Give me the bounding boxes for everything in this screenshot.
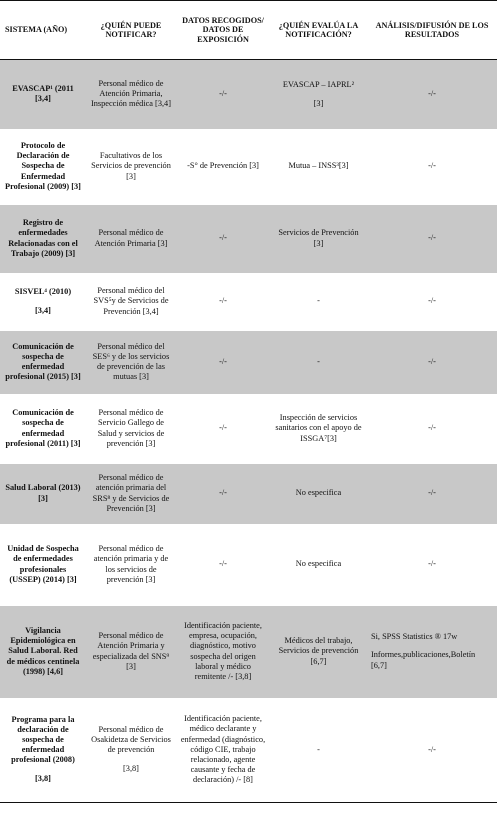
data-cell: -/- [219,89,227,99]
data-cell: -/- [219,423,227,433]
analysis-cell: -/- [428,356,436,366]
spacer [90,755,172,764]
spacer [274,90,363,99]
system-ref: [3,8] [35,774,51,784]
system-name: EVASCAP¹ (2011 [12,84,74,94]
table-row [0,524,497,606]
who-notifies-cell: Personal médico de Atención Primaria [3] [94,228,168,248]
table-row [0,60,497,129]
system-cell: Comunicación de sospecha de enfermedad profesional (2011) [3] [5,408,81,448]
analysis-cell: -/- [428,423,436,433]
analysis-cell: -/- [428,233,436,243]
who-notifies-cell: Personal médico del SVS⁵y de Servicios de Prevención [3,4] [93,286,169,316]
who-notifies-cell: Personal médico del SES⁶ y de los servicios de prevención de las mutuas [3] [92,341,170,382]
table-row [0,698,497,803]
who-notifies-cell [86,698,176,803]
table-row [0,464,497,524]
who-notifies-cell: Personal médico de Atención Primaria, Inspección médica [3,4] [91,79,171,109]
table-row [0,331,497,394]
system-cell [0,60,86,129]
evaluator-cell: Mutua – INSS³[3] [288,161,349,171]
system-ref: [3,4] [35,306,51,315]
who-notifies-cell: Personal médico de Servicio Gallego de Salud y servicios de prevención [3] [97,408,165,448]
data-cell: -/- [219,233,227,243]
who-notifies-ref: [3,8] [123,764,139,774]
table-row [0,606,497,698]
analysis-cell: -/- [428,559,436,569]
system-cell [0,273,86,331]
header-system: SISTEMA (AÑO) [5,25,68,35]
spacer [4,297,82,306]
evaluator-cell: - [317,744,320,754]
system-cell [0,698,86,803]
evaluator-cell: Médicos del trabajo, Servicios de prevención [6,7] [278,636,359,666]
analysis-cell: -/- [428,488,436,498]
data-cell: -/- [219,488,227,498]
table-header-row [0,1,497,60]
header-data: DATOS RECOGIDOS/ DATOS DE EXPOSICIÓN [182,15,264,44]
evaluator-ref: [3] [313,98,324,108]
evaluator-name: EVASCAP – IAPRL² [282,79,355,89]
who-notifies-cell: Facultativos de los Servicios de prevención [3] [91,151,171,181]
evaluator-cell: No especifica [295,559,342,569]
data-cell: -/- [219,296,227,306]
who-notifies-cell: Personal médico de Atención Primaria y especializada del SNS⁹ [3] [92,631,170,671]
system-cell: Comunicación de sospecha de enfermedad profesional (2015) [3] [5,341,81,382]
system-cell: Unidad de Sospecha de enfermedades profesionales (USSEP) (2014) [3] [7,544,79,584]
evaluator-cell: - [317,356,320,366]
evaluator-cell: - [317,296,320,306]
who-notifies-cell: Personal médico de atención primaria y de los servicios de prevención [3] [93,544,169,584]
evaluator-cell [270,60,367,129]
analysis-cell: -/- [428,89,436,99]
analysis-cell [367,606,497,698]
table-row [0,394,497,464]
analysis-cell: -/- [428,744,436,754]
evaluator-cell: Inspección de servicios sanitarios con el apoyo de ISSGA⁷[3] [275,413,362,443]
analysis-cell: -/- [428,161,436,171]
analysis-text: Si, SPSS Statistics ® 17w [371,632,458,642]
header-evaluator: ¿QUIÉN EVALÚA LA NOTIFICACIÓN? [278,20,359,39]
table-row [0,273,497,331]
evaluator-cell: Servicios de Prevención [3] [278,228,359,248]
analysis-text-2: Informes,publicaciones,Boletín [6,7] [371,650,476,670]
data-cell: -/- [219,559,227,569]
header-analysis: ANÁLISIS/DIFUSIÓN DE LOS RESULTADOS [375,20,489,39]
who-notifies-cell: Personal médico de atención primaria del SRS⁸ y de Servicios de Prevención [3] [92,473,170,513]
header-who-notifies: ¿QUIÉN PUEDE NOTIFICAR? [100,20,162,39]
data-cell: Identificación paciente, médico declarante y enfermedad (diagnóstico, código CIE, trabajo relacionado, agente causante y fecha de declaración) /- [8] [180,714,266,785]
system-cell: Registro de enfermedades Relacionadas con el Trabajo (2009) [3] [8,218,78,258]
system-cell: Protocolo de Declaración de Sospecha de Enfermedad Profesional (2009) [3] [5,141,81,191]
system-name: Programa para la declaración de sospecha de enfermedad profesional (2008) [11,714,75,765]
table-row [0,129,497,205]
table-row [0,205,497,273]
evaluator-cell: No especifica [295,488,342,498]
data-cell: -S° de Prevención [3] [187,161,259,171]
who-notifies-text: Personal médico de Osakidetza de Servicios de prevención [91,725,171,755]
system-cell: Vigilancia Epidemiológica en Salud Laboral. Red de médicos centinela (1998) [4,6] [6,626,80,676]
spacer [4,765,82,774]
system-name: SISVEL⁴ (2010) [14,286,72,296]
system-ref: [3,4] [35,94,51,104]
data-cell: -/- [219,356,227,366]
system-cell: Salud Laboral (2013) [3] [5,483,81,503]
data-cell: Identificación paciente, empresa, ocupación, diagnóstico, motivo sospecha del origen laboral y médico remitente /- [3,8] [184,621,262,681]
analysis-cell: -/- [428,296,436,306]
